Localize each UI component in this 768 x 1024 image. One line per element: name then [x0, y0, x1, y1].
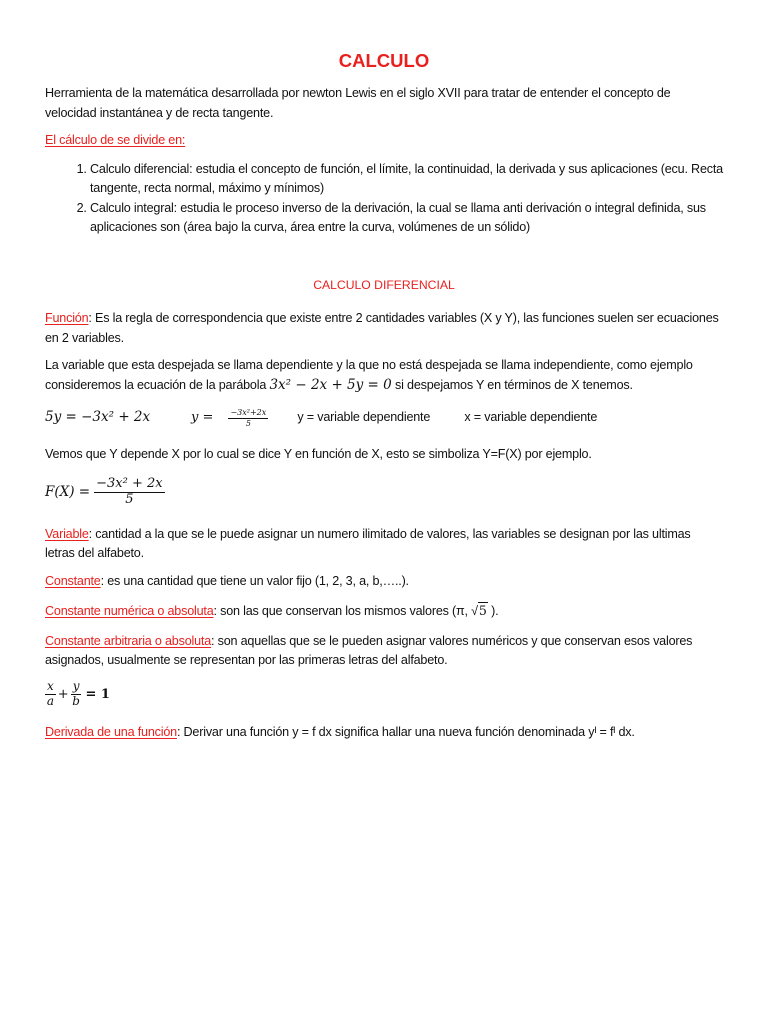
- variable-paragraph: [45, 356, 723, 395]
- list-item: 2. Calculo integral: estudia le proceso inverso de la derivación, la cual se llama anti derivación o integral definida, sus aplicaciones son (área bajo la curva, área entre la curva, volúmenes de un sólido): [90, 199, 723, 238]
- derivada-text: : Derivar una función y = f dx significa hallar una nueva función denominada yᴵ = fᴵ dx.: [176, 724, 635, 739]
- funcion-paragraph: [45, 309, 723, 348]
- variable-def-text: : cantidad a la que se le puede asignar un numero ilimitado de valores, las variables se designan por las ultimas letras del alfabeto.: [45, 526, 691, 560]
- parabola-equation: 3x² − 2x + 5y = 0: [269, 376, 392, 393]
- sqrt-radicand: 5: [478, 603, 487, 618]
- funcion-term: Función: [45, 311, 89, 325]
- vemos-paragraph: Vemos que Y depende X por lo cual se dice Y en función de X, esto se simboliza Y=F(X) por ejemplo.: [45, 447, 592, 461]
- fx-equation: [45, 473, 723, 513]
- section-heading: CALCULO DIFERENCIAL: [313, 277, 455, 292]
- fx-lhs: F(X) =: [45, 483, 91, 500]
- list-item: 1. Calculo diferencial: estudia el concepto de función, el límite, la continuidad, la derivada y sus aplicaciones (ecu. Recta tangente, recta normal, máximo y mínimos): [90, 160, 723, 199]
- constante-arbitraria-text: : son aquellas que se le pueden asignar valores numéricos y que conservan esos valores asignados, usualmente se representan por las primeras letras del alfabeto.: [45, 633, 693, 667]
- fraction-numerator: −3x²+2x: [230, 408, 267, 418]
- fx-fraction: [94, 477, 164, 508]
- funcion-text: : Es la regla de correspondencia que existe entre 2 cantidades variables (X y Y), las funciones suelen ser ecuaciones en 2 variables.: [45, 311, 719, 345]
- equation-5y: 5y = −3x² + 2x: [45, 409, 151, 426]
- constante-numerica-end: ).: [487, 604, 499, 618]
- constante-definition: [45, 572, 723, 592]
- variable-text-before: La variable que esta despejada se llama dependiente y la que no está despejada se llama independiente, como ejemplo consideremos la ecuación de la parábola: [45, 358, 693, 392]
- equation-y-fraction: [217, 408, 279, 427]
- variable-term: Variable: [45, 526, 89, 541]
- division-list: [45, 160, 723, 238]
- x-over-a: [45, 680, 56, 709]
- fx-denominator: 5: [125, 492, 134, 507]
- frac-y: y: [72, 679, 80, 694]
- equals-one: = 1: [85, 686, 110, 702]
- label-y-dependiente: y = variable dependiente: [297, 410, 431, 425]
- fraction-denominator: 5: [245, 418, 251, 428]
- y-over-b: [71, 680, 82, 709]
- fx-numerator: −3x² + 2x: [96, 476, 163, 492]
- variable-text-after: si despejamos Y en términos de X tenemos.: [391, 377, 633, 392]
- plus-sign: +: [57, 686, 69, 702]
- frac-x: x: [47, 679, 54, 694]
- constante-def-text: : es una cantidad que tiene un valor fijo (1, 2, 3, a, b,…..).: [100, 573, 409, 588]
- constante-arbitraria-definition: [45, 632, 723, 671]
- constante-arbitraria-term: Constante arbitraria o absoluta: [45, 633, 212, 648]
- divide-heading: El cálculo de se divide en:: [45, 133, 186, 147]
- equation-y-lhs: y =: [191, 410, 214, 426]
- constante-numerica-term: Constante numérica o absoluta: [45, 604, 214, 618]
- ab-equation: [45, 677, 723, 713]
- frac-b: b: [72, 694, 80, 708]
- constante-term: Constante: [45, 573, 101, 588]
- variable-definition: [45, 525, 723, 564]
- derivada-definition: [45, 723, 723, 743]
- constante-numerica-text: : son las que conservan los mismos valores (π,: [213, 604, 472, 618]
- label-x-dependiente: x = variable dependiente: [464, 410, 598, 425]
- intro-paragraph: Herramienta de la matemática desarrollada por newton Lewis en el siglo XVII para tratar de entender el concepto de velocidad instantánea y de recta tangente.: [45, 86, 671, 120]
- constante-numerica-definition: [45, 601, 723, 622]
- frac-a: a: [46, 694, 54, 708]
- sqrt-symbol: √5: [471, 603, 487, 618]
- derivada-term: Derivada de una función: [45, 724, 177, 739]
- page-title: CALCULO: [338, 50, 430, 71]
- equation-row: [45, 403, 723, 433]
